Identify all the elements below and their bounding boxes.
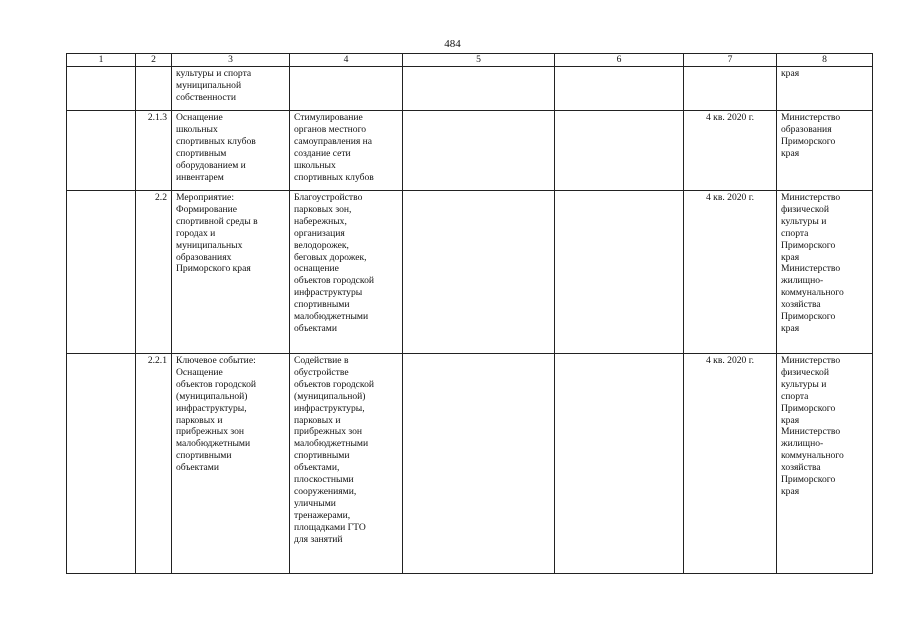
cell-description: Благоустройство парковых зон, набережных, организация велодорожек, беговых дорожек, оснащение объектов городской инфраструктуры спортивными малобюджетными объектами (290, 191, 403, 354)
cell-col6 (555, 111, 684, 191)
cell-deadline: 4 кв. 2020 г. (684, 111, 777, 191)
cell-responsible: Министерство образования Приморского края (777, 111, 873, 191)
cell-event-name: Оснащение школьных спортивных клубов спортивным оборудованием и инвентарем (172, 111, 290, 191)
cell-col1 (67, 354, 136, 574)
cell-description (290, 67, 403, 111)
page-number: 484 (444, 38, 461, 50)
table-row (67, 67, 873, 111)
cell-col5 (403, 354, 555, 574)
cell-event-name: культуры и спорта муниципальной собственности (172, 67, 290, 111)
cell-responsible: Министерство физической культуры и спорта Приморского края Министерство жилищно- коммунального хозяйства Приморского края (777, 191, 873, 354)
cell-col6 (555, 191, 684, 354)
cell-deadline (684, 67, 777, 111)
col-header-1: 1 (67, 54, 136, 67)
cell-responsible: края (777, 67, 873, 111)
cell-col1 (67, 111, 136, 191)
col-header-3: 3 (172, 54, 290, 67)
cell-col5 (403, 191, 555, 354)
table-row (67, 191, 873, 354)
cell-col1 (67, 67, 136, 111)
col-header-8: 8 (777, 54, 873, 67)
cell-col5 (403, 111, 555, 191)
col-header-6: 6 (555, 54, 684, 67)
cell-item-number: 2.1.3 (136, 111, 172, 191)
cell-event-name: Ключевое событие: Оснащение объектов городской (муниципальной) инфраструктуры, парковых и прибрежных зон малобюджетными спортивными объектами (172, 354, 290, 574)
cell-description: Стимулирование органов местного самоуправления на создание сети школьных спортивных клубов (290, 111, 403, 191)
cell-description: Содействие в обустройстве объектов городской (муниципальной) инфраструктуры, парковых и прибрежных зон малобюджетными спортивными объектами, плоскостными сооружениями, уличными тренажерами, площадками ГТО для занятий (290, 354, 403, 574)
col-header-5: 5 (403, 54, 555, 67)
cell-item-number: 2.2 (136, 191, 172, 354)
plan-table (66, 53, 873, 574)
cell-col6 (555, 67, 684, 111)
col-header-2: 2 (136, 54, 172, 67)
cell-col6 (555, 354, 684, 574)
cell-col5 (403, 67, 555, 111)
table-row (67, 354, 873, 574)
cell-col1 (67, 191, 136, 354)
cell-deadline: 4 кв. 2020 г. (684, 354, 777, 574)
cell-item-number: 2.2.1 (136, 354, 172, 574)
cell-event-name: Мероприятие: Формирование спортивной среды в городах и муниципальных образованиях Приморского края (172, 191, 290, 354)
cell-item-number (136, 67, 172, 111)
col-header-4: 4 (290, 54, 403, 67)
table-row (67, 111, 873, 191)
column-number-row (67, 54, 873, 67)
col-header-7: 7 (684, 54, 777, 67)
cell-deadline: 4 кв. 2020 г. (684, 191, 777, 354)
cell-responsible: Министерство физической культуры и спорта Приморского края Министерство жилищно- коммунального хозяйства Приморского края (777, 354, 873, 574)
